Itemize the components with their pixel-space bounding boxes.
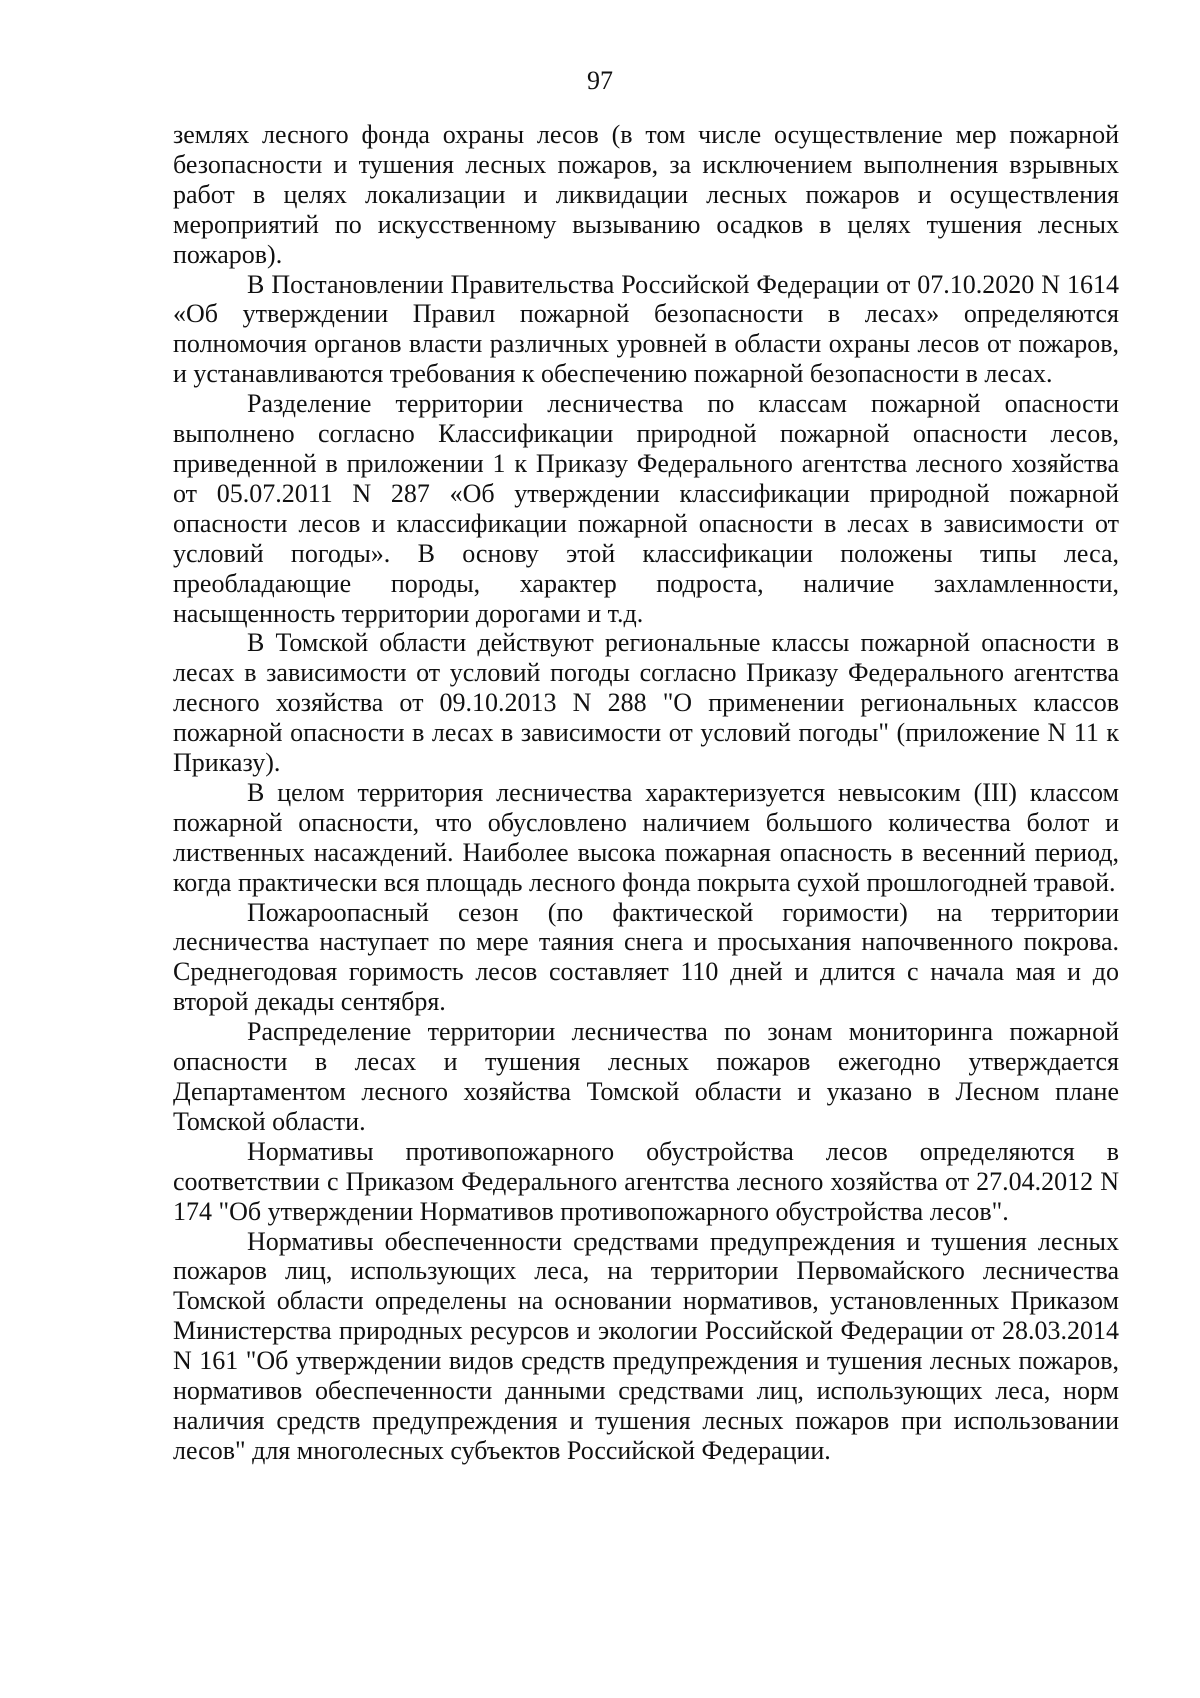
paragraph-regional-classes: В Томской области действуют региональные классы пожарной опасности в лесах в зависимости от условий погоды согласно Приказу Федерального агентства лесного хозяйства от 09.10.2013 N 288 "О применении региональных классов пожарной опасности в лесах в зависимости от условий погоды" (приложение N 11 к Приказу). — [173, 628, 1119, 778]
paragraph-fire-prevention-norms: Нормативы противопожарного обустройства лесов определяются в соответствии с Приказом Федерального агентства лесного хозяйства от 27.04.2012 N 174 "Об утверждении Нормативов противопожарного обустройства лесов". — [173, 1136, 1119, 1226]
paragraph-fire-season: Пожароопасный сезон (по фактической горимости) на территории лесничества наступает по мере таяния снега и просыхания напочвенного покрова. Среднегодовая горимость лесов составляет 110 дней и длится с начала мая и до второй декады сентября. — [173, 897, 1119, 1017]
page-number: 97 — [587, 66, 613, 95]
document-body — [173, 120, 1119, 1466]
paragraph-monitoring-zones: Распределение территории лесничества по зонам мониторинга пожарной опасности в лесах и тушения лесных пожаров ежегодно утверждается Департаментом лесного хозяйства Томской области и указано в Лесном плане Томской области. — [173, 1017, 1119, 1136]
paragraph-continuation: землях лесного фонда охраны лесов (в том числе осуществление мер пожарной безопасности и тушения лесных пожаров, за исключением выполнения взрывных работ в целях локализации и ликвидации лесных пожаров и осуществления мероприятий по искусственному вызыванию осадков в целях тушения лесных пожаров). — [173, 120, 1119, 269]
paragraph-equipment-norms: Нормативы обеспеченности средствами предупреждения и тушения лесных пожаров лиц, использующих леса, на территории Первомайского лесничества Томской области определены на основании нормативов, установленных Приказом Министерства природных ресурсов и экологии Российской Федерации от 28.03.2014 N 161 "Об утверждении видов средств предупреждения и тушения лесных пожаров, нормативов обеспеченности данными средствами лиц, использующих леса, норм наличия средств предупреждения и тушения лесных пожаров при использовании лесов" для многолесных субъектов Российской Федерации. — [173, 1226, 1119, 1465]
paragraph-fire-danger-classes: Разделение территории лесничества по классам пожарной опасности выполнено согласно Классификации природной пожарной опасности лесов, приведенной в приложении 1 к Приказу Федерального агентства лесного хозяйства от 05.07.2011 N 287 «Об утверждении классификации природной пожарной опасности лесов и классификации пожарной опасности в лесах в зависимости от условий погоды». В основу этой классификации положены типы леса, преобладающие породы, характер подроста, наличие захламленности, насыщенность территории дорогами и т.д. — [173, 389, 1119, 628]
paragraph-fire-safety-rules: В Постановлении Правительства Российской Федерации от 07.10.2020 N 1614 «Об утверждении Правил пожарной безопасности в лесах» определяются полномочия органов власти различных уровней в области охраны лесов от пожаров, и устанавливаются требования к обеспечению пожарной безопасности в лесах. — [173, 269, 1119, 389]
paragraph-territory-class: В целом территория лесничества характеризуется невысоким (III) классом пожарной опасности, что обусловлено наличием большого количества болот и лиственных насаждений. Наиболее высока пожарная опасность в весенний период, когда практически вся площадь лесного фонда покрыта сухой прошлогодней травой. — [173, 777, 1119, 897]
